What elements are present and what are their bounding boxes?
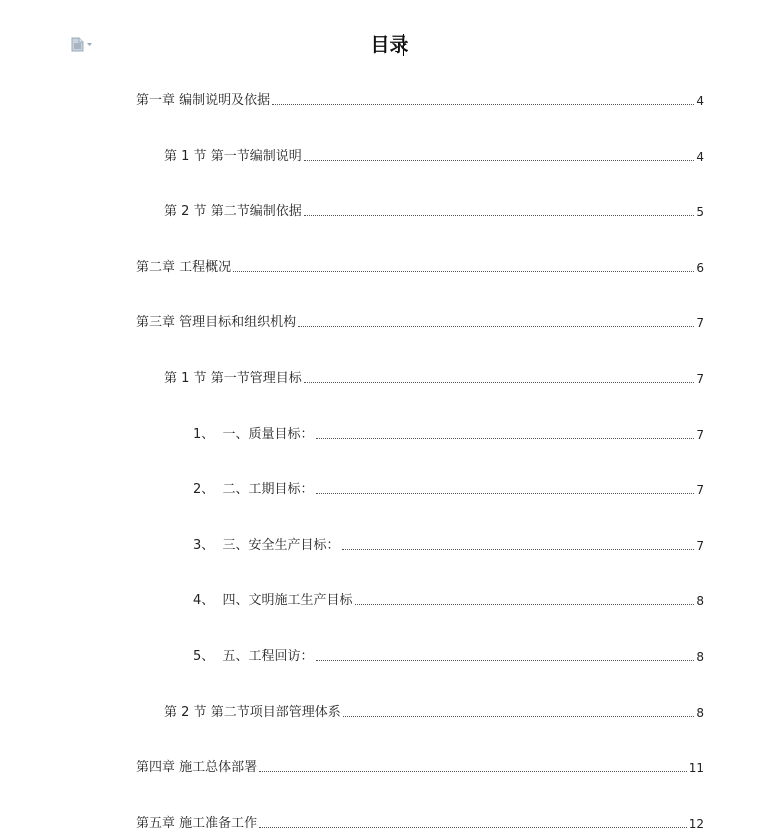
toc-entry-number: 第二章	[136, 260, 176, 275]
toc-entry-number: 第五章	[136, 816, 176, 831]
toc-entry[interactable]	[164, 371, 704, 387]
dot-leader	[316, 438, 695, 439]
toc-entry-text: 编制说明及依据	[179, 93, 271, 108]
toc-entry-page: 5	[696, 205, 704, 219]
toc-entry-page: 8	[696, 706, 704, 720]
toc-entry-number: 2、	[193, 482, 215, 497]
dot-leader	[355, 604, 695, 605]
toc-entry-page: 7	[696, 316, 704, 330]
toc-entry[interactable]	[193, 649, 704, 665]
toc-entry-text: 二、工期目标：	[222, 482, 314, 497]
toc-entry[interactable]	[193, 538, 704, 554]
toc-entry-text: 第二节编制依据	[210, 204, 302, 219]
toc-entry-number: 第 2 节	[164, 705, 207, 720]
toc-entry-text: 第一节管理目标	[210, 371, 302, 386]
toc-entry[interactable]	[164, 149, 704, 165]
toc-entry-page: 12	[688, 817, 704, 831]
toc-entry-number: 3、	[193, 538, 215, 553]
toc-entry-number: 第 1 节	[164, 371, 207, 386]
toc-entry-page: 8	[696, 594, 704, 608]
dot-leader	[316, 660, 695, 661]
toc-entry-number: 第一章	[136, 93, 176, 108]
toc-entry-text: 三、安全生产目标：	[222, 538, 340, 553]
toc-entry-number: 第三章	[136, 315, 176, 330]
dot-leader	[298, 326, 694, 327]
toc-entry-page: 4	[696, 94, 704, 108]
toc-entry[interactable]	[193, 593, 704, 609]
toc-entry-number: 第 1 节	[164, 149, 207, 164]
toc-entry-page: 4	[696, 150, 704, 164]
toc-entry-text: 五、工程回访：	[222, 649, 314, 664]
dot-leader	[259, 771, 687, 772]
toc-entry-number: 第四章	[136, 760, 176, 775]
toc-entry-text: 施工准备工作	[179, 816, 258, 831]
dot-leader	[259, 827, 687, 828]
toc-entry-text: 管理目标和组织机构	[179, 315, 297, 330]
dot-leader	[272, 104, 694, 105]
toc-entry-number: 1、	[193, 427, 215, 442]
dot-leader	[304, 160, 695, 161]
dot-leader	[342, 549, 695, 550]
toc-entry-page: 7	[696, 428, 704, 442]
toc-entry-text: 第二节项目部管理体系	[210, 705, 341, 720]
document-title: 目录	[370, 34, 409, 56]
toc-entry-text: 一、质量目标：	[222, 427, 314, 442]
toc-entry-page: 7	[696, 372, 704, 386]
toc-entry-text: 工程概况	[179, 260, 232, 275]
dot-leader	[316, 493, 695, 494]
toc-entry-number: 5、	[193, 649, 215, 664]
toc-entry-page: 11	[688, 761, 704, 775]
toc-entry[interactable]	[164, 705, 704, 721]
toc-entry-text: 施工总体部署	[179, 760, 258, 775]
dot-leader	[233, 271, 694, 272]
dot-leader	[304, 382, 695, 383]
toc-entry[interactable]	[193, 482, 704, 498]
dot-leader	[343, 716, 695, 717]
toc-entry[interactable]	[136, 816, 704, 832]
toc-entry-page: 7	[696, 539, 704, 553]
toc-entry-page: 8	[696, 650, 704, 664]
toc-entry-text: 第一节编制说明	[210, 149, 302, 164]
toc-entry-page: 6	[696, 261, 704, 275]
toc-entry-number: 4、	[193, 593, 215, 608]
toc-entry[interactable]	[136, 93, 704, 109]
toc-entry[interactable]	[193, 427, 704, 443]
dot-leader	[304, 215, 695, 216]
toc-entry[interactable]	[164, 204, 704, 220]
toc-entry-page: 7	[696, 483, 704, 497]
toc-entry[interactable]	[136, 315, 704, 331]
toc-entry-text: 四、文明施工生产目标	[222, 593, 353, 608]
toc-entry[interactable]	[136, 760, 704, 776]
toc-entry[interactable]	[136, 260, 704, 276]
toc-entry-number: 第 2 节	[164, 204, 207, 219]
